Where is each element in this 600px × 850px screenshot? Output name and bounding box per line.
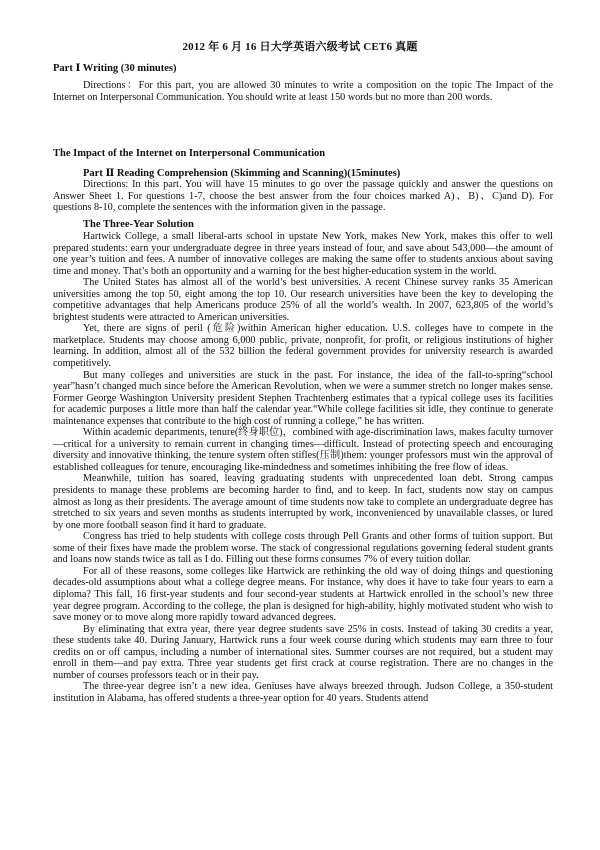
paragraph: Hartwick College, a small liberal-arts school in upstate New York, makes New York, makes this offer to well prepared students: earn your undergraduate degree in three years instead of four, and save about 543,000—the amount of one year’s tuition and fees. A number of innovative colleges are making the same offer to students anxious about saving time and money. That’s both an opportunity and a warning for the best higher-education system in the world.	[53, 231, 553, 277]
paragraph: By eliminating that extra year, there year degree students save 25% in costs. Instead of taking 30 credits a year, these students take 40. During January, Hartwick runs a four week course during which students may earn three to four credits on or off campus, including a number of international sites. Summer courses are not required, but a student may enroll in them—and pay extra. Three year students get first crack at course registration. There are no changes in the number of courses professors teach or in their pay.	[53, 623, 553, 681]
part1-heading: Part Ⅰ Writing (30 minutes)	[53, 63, 177, 74]
paragraph: The United States has almost all of the world’s best universities. A recent Chinese survey ranks 35 American universities among the top 50, eight among the top 10. Our research universities have been the key to developing the competitive advantages that help Americans produce 25% of all the world’s wealth. In 2007, 623,805 of the world’s brightest students were attracted to American universities.	[53, 277, 553, 323]
paragraph: But many colleges and universities are stuck in the past. For instance, the idea of the fall-to-spring“school year”hasn’t changed much since before the American Revolution, when we were a summer stretch no longer makes sense. Former George Washington University president Stephen Trachtenberg estimates that a typical college uses its facilities for academic purposes a little more than half the calendar year.“While college facilities sit idle, they continue to generate maintenance expenses that contribute to the high cost of running a college,” he has written.	[53, 369, 553, 427]
paragraph: Within academic departments, tenure(终身职位)，combined with age-discrimination laws, makes faculty turnover—critical for a university to remain current in changing times—difficult. Instead of protecting speech and encouraging diversity and innovative thinking, the tenure system often stifles(压制)them: younger professors must win the approval of established colleagues for tenure, encouraging like-mindedness and sometimes inhibiting the free flow of ideas.	[53, 427, 553, 473]
part2-directions: Directions: In this part. You will have 15 minutes to go over the passage quickly and answer the questions on Answer Sheet 1. For questions 1-7, choose the best answer from the four choices marked A)、B)、C)and D). For questions 8-10, complete the sentences with the information given in the passage.	[53, 179, 553, 214]
passage-body	[53, 231, 553, 704]
paragraph: Congress has tried to help students with college costs through Pell Grants and other forms of tuition support. But some of their fixes have made the problem worse. The stack of congressional regulations governing federal student grants and loans now stands twice as tall as I do. Filling out these forms consumes 7% of every tuition dollar.	[53, 531, 553, 566]
paragraph: Meanwhile, tuition has soared, leaving graduating students with unprecedented loan debt. Strong campus presidents to manage these problems are becoming harder to find, and to keep. In fact, students now stay on campus almost as long as their presidents. The average amount of time students now take to complete an undergraduate degree has stretched to six years and seven months as students interrupted by work, inconvenienced by unavailable classes, or lured by one more football season find it hard to graduate.	[53, 473, 553, 531]
document-title: 2012 年 6 月 16 日大学英语六级考试 CET6 真题	[182, 41, 418, 53]
composition-topic: The Impact of the Internet on Interpersonal Communication	[53, 148, 326, 159]
part1-directions: Directions：For this part, you are allowed 30 minutes to write a composition on the topic The Impact of the Internet on Interpersonal Communication. You should write at least 150 words but no more than 200 words.	[53, 80, 553, 103]
paragraph: For all of these reasons, some colleges like Hartwick are rethinking the old way of doing things and questioning decades-old assumptions about what a college degree means. For instance, why does it have to take four years to earn a diploma? This fall, 16 first-year students and four second-year students at Hartwick enrolled in the school’s new three year degree program. According to the college, the plan is designed for high-ability, highly motivated student who wish to save money or to move along more rapidly toward advanced degrees.	[53, 565, 553, 624]
paragraph: The three-year degree isn’t a new idea. Geniuses have always breezed through. Judson College, a 350-student institution in Alabama, has offered students a three-year option for 40 years. Students attend	[53, 681, 553, 704]
paragraph: Yet, there are signs of peril (危险)within American higher education. U.S. colleges have to compete in the marketplace. Students may choose among 6,000 public, private, nonprofit, for profit, or religious institutions of higher learning. In addition, almost all of the 532 billion the federal government provides for university research is awarded competitively.	[53, 323, 553, 370]
part2-heading: Part Ⅱ Reading Comprehension (Skimming and Scanning)(15minutes)	[83, 168, 401, 179]
passage-title: The Three-Year Solution	[83, 219, 194, 230]
